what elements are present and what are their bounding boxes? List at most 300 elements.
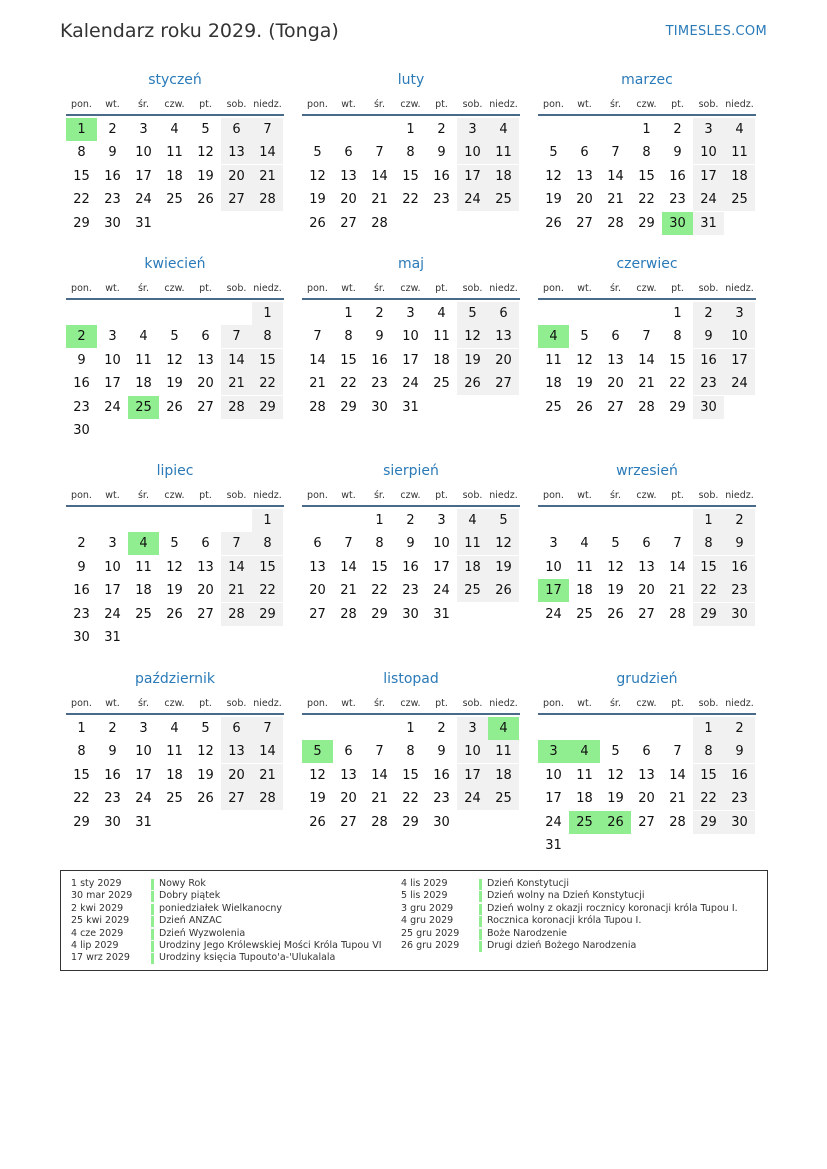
day-cell: 10: [545, 559, 562, 575]
day-cell: 14: [669, 767, 686, 783]
day-cell: 10: [545, 767, 562, 783]
day-cell: 23: [104, 192, 121, 208]
day-cell: 14: [638, 352, 655, 368]
day-cell: 5: [580, 329, 589, 345]
day-cell: 1: [375, 513, 384, 528]
day-cell: 2: [77, 536, 86, 552]
holiday-name: Drugi dzień Bożego Narodzenia: [487, 940, 637, 951]
weekday-label: sob.: [226, 490, 247, 501]
holiday-name: Dobry piątek: [159, 890, 221, 902]
weekday-label: pt.: [435, 698, 448, 709]
day-cell: 15: [402, 767, 419, 783]
day-cell: 6: [201, 329, 210, 345]
day-cell: 23: [724, 579, 755, 602]
day-cell: 13: [197, 352, 214, 368]
weekday-header: [538, 698, 756, 714]
weekday-divider: [538, 298, 756, 300]
day-cell: 9: [108, 744, 117, 760]
day-cell: 24: [104, 606, 121, 622]
day-cell: 22: [252, 372, 283, 395]
holiday-date: 26 gru 2029: [401, 940, 460, 951]
weekday-header: [538, 99, 756, 115]
weekday-label: pon.: [307, 490, 328, 501]
day-cell: 18: [724, 165, 755, 188]
weekday-label: niedz.: [725, 283, 754, 294]
weekday-label: czw.: [164, 99, 185, 110]
day-cell: 12: [457, 325, 488, 348]
weekday-label: śr.: [137, 99, 149, 110]
day-cell: 29: [402, 814, 419, 830]
weekday-label: śr.: [373, 99, 385, 110]
weekday-label: czw.: [400, 698, 421, 709]
holiday-day-cell: 2: [66, 325, 97, 348]
weekday-header: [66, 283, 284, 299]
day-cell: 31: [433, 606, 450, 622]
holiday-date: 25 gru 2029: [401, 927, 460, 939]
day-cell: 25: [724, 188, 755, 211]
weekday-label: sob.: [462, 698, 483, 709]
day-cell: 20: [340, 791, 357, 807]
day-cell: 1: [673, 306, 682, 321]
day-cell: 27: [340, 215, 357, 231]
day-cell: 9: [375, 329, 384, 345]
weekday-label: czw.: [400, 490, 421, 501]
day-cell: 12: [309, 767, 326, 783]
day-cell: 4: [437, 306, 446, 321]
day-cell: 9: [693, 325, 724, 348]
holiday-name: Urodziny księcia Tupouto'a-'Ulukalala: [159, 952, 336, 964]
day-cell: 6: [488, 302, 519, 325]
day-cell: 16: [693, 349, 724, 372]
day-cell: 7: [611, 145, 620, 161]
weekday-label: niedz.: [489, 99, 518, 110]
weekday-label: wt.: [341, 283, 356, 294]
day-cell: 16: [724, 764, 755, 787]
day-cell: 20: [309, 583, 326, 599]
day-cell: 14: [340, 559, 357, 575]
weekday-label: sob.: [698, 490, 719, 501]
weekday-label: pt.: [435, 490, 448, 501]
weekday-label: niedz.: [253, 283, 282, 294]
day-cell: 23: [104, 791, 121, 807]
day-cell: 9: [437, 744, 446, 760]
day-cell: 21: [309, 376, 326, 392]
day-cell: 28: [371, 814, 388, 830]
day-cell: 2: [693, 302, 724, 325]
day-cell: 25: [545, 399, 562, 415]
day-cell: 8: [693, 532, 724, 555]
weekday-label: sob.: [226, 99, 247, 110]
weekday-header: [66, 99, 284, 115]
holiday-date: 25 kwi 2029: [71, 915, 130, 927]
day-cell: 4: [724, 118, 755, 141]
weekday-header: [538, 490, 756, 506]
day-cell: 12: [197, 744, 214, 760]
day-cell: 24: [693, 188, 724, 211]
month-name: czerwiec: [616, 256, 678, 272]
day-cell: 21: [669, 583, 686, 599]
day-cell: 15: [669, 352, 686, 368]
holiday-color-marker: [151, 916, 154, 927]
day-cell: 27: [197, 606, 214, 622]
day-cell: 27: [607, 399, 624, 415]
day-cell: 31: [693, 212, 724, 235]
day-cell: 28: [309, 399, 326, 415]
holiday-date: 1 sty 2029: [71, 878, 122, 889]
day-cell: 15: [402, 168, 419, 184]
day-cell: 30: [73, 423, 90, 438]
holiday-name: Dzień wolny z okazji rocznicy koronacji króla Tupou I.: [487, 902, 738, 914]
day-cell: 23: [433, 791, 450, 807]
weekday-label: sob.: [698, 283, 719, 294]
day-cell: 24: [135, 791, 152, 807]
weekday-divider: [66, 505, 284, 507]
weekday-label: pt.: [199, 698, 212, 709]
day-cell: 2: [375, 306, 384, 321]
weekday-label: pon.: [543, 490, 564, 501]
day-cell: 30: [73, 630, 90, 645]
holiday-color-marker: [479, 941, 482, 952]
day-cell: 5: [457, 302, 488, 325]
day-cell: 1: [252, 509, 283, 532]
day-cell: 7: [252, 118, 283, 141]
day-cell: 2: [724, 717, 755, 740]
day-cell: 14: [607, 168, 624, 184]
holiday-date: 3 gru 2029: [401, 902, 454, 914]
weekday-label: wt.: [341, 490, 356, 501]
weekday-label: czw.: [400, 99, 421, 110]
holiday-day-cell: 17: [538, 579, 569, 602]
holiday-color-marker: [151, 904, 154, 915]
day-cell: 18: [166, 767, 183, 783]
day-cell: 8: [77, 145, 86, 161]
day-cell: 18: [457, 556, 488, 579]
day-cell: 15: [73, 767, 90, 783]
weekday-label: niedz.: [253, 99, 282, 110]
day-cell: 29: [252, 396, 283, 419]
weekday-label: pt.: [435, 283, 448, 294]
day-cell: 18: [135, 583, 152, 599]
day-cell: 3: [549, 536, 558, 552]
day-cell: 29: [693, 811, 724, 834]
holiday-color-marker: [151, 879, 154, 890]
weekday-label: pon.: [71, 283, 92, 294]
day-cell: 17: [693, 165, 724, 188]
day-cell: 21: [669, 791, 686, 807]
day-cell: 26: [197, 791, 214, 807]
day-cell: 24: [545, 814, 562, 830]
day-cell: 5: [170, 536, 179, 552]
holiday-day-cell: 4: [488, 717, 519, 740]
day-cell: 15: [252, 349, 283, 372]
weekday-label: niedz.: [489, 283, 518, 294]
weekday-label: pt.: [435, 99, 448, 110]
day-cell: 29: [73, 814, 90, 830]
day-cell: 16: [104, 767, 121, 783]
day-cell: 3: [457, 717, 488, 740]
holiday-day-cell: 4: [569, 740, 600, 763]
weekday-label: wt.: [577, 490, 592, 501]
day-cell: 6: [313, 536, 322, 552]
day-cell: 22: [371, 583, 388, 599]
day-cell: 19: [607, 791, 624, 807]
day-cell: 28: [638, 399, 655, 415]
day-cell: 7: [375, 145, 384, 161]
day-cell: 12: [197, 145, 214, 161]
day-cell: 7: [221, 325, 252, 348]
day-cell: 31: [545, 838, 562, 853]
day-cell: 29: [669, 399, 686, 415]
day-cell: 31: [104, 630, 121, 645]
day-cell: 20: [197, 583, 214, 599]
weekday-label: czw.: [164, 283, 185, 294]
day-cell: 12: [309, 168, 326, 184]
holiday-date: 2 kwi 2029: [71, 902, 124, 914]
weekday-label: sob.: [226, 698, 247, 709]
weekday-divider: [538, 505, 756, 507]
day-cell: 16: [73, 376, 90, 392]
weekday-label: pon.: [71, 698, 92, 709]
day-cell: 25: [166, 791, 183, 807]
day-cell: 16: [104, 168, 121, 184]
weekday-label: pt.: [671, 283, 684, 294]
day-cell: 25: [166, 192, 183, 208]
day-cell: 23: [724, 787, 755, 810]
day-cell: 20: [638, 791, 655, 807]
day-cell: 8: [673, 329, 682, 345]
weekday-label: śr.: [373, 490, 385, 501]
day-cell: 2: [108, 122, 117, 137]
day-cell: 17: [104, 583, 121, 599]
day-cell: 23: [73, 399, 90, 415]
weekday-label: wt.: [341, 698, 356, 709]
weekday-divider: [66, 298, 284, 300]
day-cell: 27: [309, 606, 326, 622]
day-cell: 24: [724, 372, 755, 395]
day-cell: 22: [402, 192, 419, 208]
day-cell: 18: [433, 352, 450, 368]
weekday-label: wt.: [105, 698, 120, 709]
day-cell: 5: [201, 721, 210, 736]
day-cell: 17: [724, 349, 755, 372]
day-cell: 17: [104, 376, 121, 392]
weekday-label: wt.: [105, 283, 120, 294]
day-cell: 27: [340, 814, 357, 830]
day-cell: 14: [252, 141, 283, 164]
holiday-color-marker: [151, 941, 154, 952]
day-cell: 21: [371, 791, 388, 807]
holiday-day-cell: 26: [600, 811, 631, 834]
day-cell: 19: [309, 192, 326, 208]
holiday-day-cell: 1: [66, 118, 97, 141]
weekday-header: [66, 490, 284, 506]
holiday-name: Dzień Wyzwolenia: [159, 927, 246, 939]
day-cell: 9: [724, 740, 755, 763]
weekday-divider: [66, 713, 284, 715]
day-cell: 7: [252, 717, 283, 740]
day-cell: 27: [638, 814, 655, 830]
day-cell: 22: [693, 787, 724, 810]
day-cell: 28: [221, 396, 252, 419]
day-cell: 28: [221, 603, 252, 626]
day-cell: 2: [437, 721, 446, 736]
holiday-name: Dzień ANZAC: [159, 915, 222, 927]
day-cell: 16: [669, 168, 686, 184]
day-cell: 4: [457, 509, 488, 532]
weekday-divider: [538, 713, 756, 715]
month-name: kwiecień: [144, 256, 206, 272]
weekday-label: śr.: [609, 490, 621, 501]
day-cell: 8: [375, 536, 384, 552]
day-cell: 8: [693, 740, 724, 763]
day-cell: 1: [406, 122, 415, 137]
day-cell: 22: [638, 192, 655, 208]
weekday-label: pt.: [671, 99, 684, 110]
weekday-label: niedz.: [725, 698, 754, 709]
day-cell: 19: [576, 376, 593, 392]
day-cell: 19: [607, 583, 624, 599]
weekday-divider: [66, 114, 284, 116]
holiday-date: 4 lis 2029: [401, 878, 448, 889]
day-cell: 20: [576, 192, 593, 208]
day-cell: 22: [73, 791, 90, 807]
day-cell: 18: [576, 791, 593, 807]
weekday-label: wt.: [577, 283, 592, 294]
month-name: grudzień: [616, 671, 678, 687]
day-cell: 19: [197, 168, 214, 184]
day-cell: 31: [135, 215, 152, 231]
day-cell: 21: [221, 372, 252, 395]
day-cell: 11: [724, 141, 755, 164]
day-cell: 12: [576, 352, 593, 368]
day-cell: 29: [371, 606, 388, 622]
day-cell: 3: [457, 118, 488, 141]
day-cell: 24: [433, 583, 450, 599]
weekday-label: pon.: [71, 99, 92, 110]
weekday-label: wt.: [341, 99, 356, 110]
day-cell: 10: [433, 536, 450, 552]
day-cell: 26: [309, 215, 326, 231]
weekday-label: wt.: [577, 698, 592, 709]
day-cell: 28: [669, 606, 686, 622]
weekday-label: śr.: [137, 490, 149, 501]
day-cell: 27: [221, 787, 252, 810]
day-cell: 9: [108, 145, 117, 161]
day-cell: 15: [252, 556, 283, 579]
day-cell: 9: [406, 536, 415, 552]
weekday-header: [302, 99, 520, 115]
holiday-name: Boże Narodzenie: [487, 927, 567, 939]
weekday-divider: [302, 114, 520, 116]
day-cell: 20: [221, 764, 252, 787]
day-cell: 24: [457, 188, 488, 211]
day-cell: 30: [724, 603, 755, 626]
day-cell: 11: [545, 352, 562, 368]
day-cell: 17: [433, 559, 450, 575]
day-cell: 2: [724, 509, 755, 532]
weekday-header: [302, 283, 520, 299]
day-cell: 11: [166, 145, 183, 161]
day-cell: 22: [402, 791, 419, 807]
holiday-color-marker: [479, 891, 482, 902]
day-cell: 9: [673, 145, 682, 161]
day-cell: 3: [108, 536, 117, 552]
day-cell: 4: [139, 329, 148, 345]
day-cell: 21: [252, 165, 283, 188]
weekday-divider: [302, 713, 520, 715]
holiday-date: 17 wrz 2029: [71, 952, 130, 964]
day-cell: 7: [313, 329, 322, 345]
holiday-name: Urodziny Jego Królewskiej Mości Króla Tupou VI: [159, 940, 382, 951]
day-cell: 16: [371, 352, 388, 368]
day-cell: 12: [607, 559, 624, 575]
day-cell: 29: [340, 399, 357, 415]
day-cell: 11: [576, 767, 593, 783]
day-cell: 15: [73, 168, 90, 184]
weekday-label: pt.: [671, 698, 684, 709]
day-cell: 6: [642, 536, 651, 552]
day-cell: 5: [611, 744, 620, 760]
day-cell: 7: [221, 532, 252, 555]
day-cell: 19: [197, 767, 214, 783]
holiday-name: Nowy Rok: [159, 878, 206, 889]
day-cell: 27: [197, 399, 214, 415]
day-cell: 11: [457, 532, 488, 555]
day-cell: 13: [221, 141, 252, 164]
day-cell: 6: [580, 145, 589, 161]
weekday-label: pon.: [543, 283, 564, 294]
weekday-label: czw.: [400, 283, 421, 294]
month-name: luty: [397, 72, 425, 88]
month-name: marzec: [621, 72, 673, 88]
day-cell: 10: [724, 325, 755, 348]
day-cell: 23: [402, 583, 419, 599]
site-logo-link[interactable]: TIMESLES.COM: [665, 24, 767, 39]
month-name: lipiec: [156, 463, 194, 479]
day-cell: 12: [607, 767, 624, 783]
month-name: maj: [397, 256, 425, 272]
holiday-date: 4 gru 2029: [401, 915, 454, 927]
holiday-day-cell: 4: [538, 325, 569, 348]
weekday-label: pon.: [307, 99, 328, 110]
day-cell: 11: [135, 559, 152, 575]
day-cell: 22: [669, 376, 686, 392]
holiday-date: 5 lis 2029: [401, 890, 448, 902]
day-cell: 6: [642, 744, 651, 760]
day-cell: 23: [693, 372, 724, 395]
holiday-color-marker: [479, 916, 482, 927]
day-cell: 17: [402, 352, 419, 368]
weekday-label: czw.: [164, 490, 185, 501]
holiday-day-cell: 3: [538, 740, 569, 763]
day-cell: 15: [371, 559, 388, 575]
day-cell: 21: [371, 192, 388, 208]
day-cell: 15: [340, 352, 357, 368]
weekday-label: śr.: [373, 283, 385, 294]
day-cell: 8: [344, 329, 353, 345]
day-cell: 27: [488, 372, 519, 395]
weekday-label: wt.: [105, 99, 120, 110]
day-cell: 14: [221, 556, 252, 579]
day-cell: 6: [344, 145, 353, 161]
day-cell: 15: [638, 168, 655, 184]
day-cell: 13: [340, 168, 357, 184]
weekday-label: wt.: [105, 490, 120, 501]
day-cell: 13: [221, 740, 252, 763]
day-cell: 8: [406, 744, 415, 760]
holiday-legend: [60, 870, 768, 971]
day-cell: 21: [340, 583, 357, 599]
